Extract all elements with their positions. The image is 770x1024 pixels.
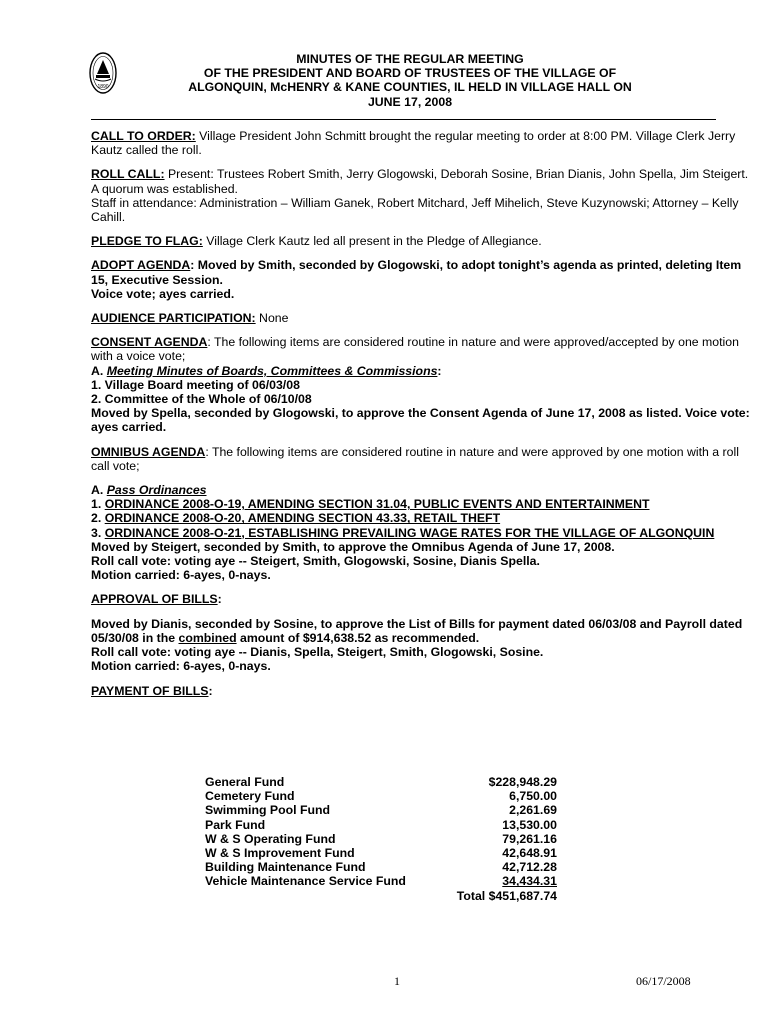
- omnibus-agenda-text: : The following items are considered routine in nature and were approved by one motion with a roll call vote;: [91, 444, 739, 473]
- bill-row: [205, 860, 557, 874]
- minutes-body: [91, 129, 751, 708]
- fund-name: W & S Improvement Fund: [205, 846, 355, 861]
- title-line: ALGONQUIN, McHENRY & KANE COUNTIES, IL HELD IN VILLAGE HALL ON: [188, 80, 632, 95]
- bill-row: [205, 789, 557, 803]
- bill-row: [205, 775, 557, 789]
- title-line: JUNE 17, 2008: [367, 94, 453, 109]
- pledge-label: PLEDGE TO FLAG:: [91, 234, 203, 249]
- fund-amount: 79,261.16: [502, 831, 557, 846]
- bill-row: [205, 874, 557, 888]
- consent-agenda-section: [91, 335, 751, 434]
- fund-name: Park Fund: [205, 817, 266, 832]
- bill-row: [205, 818, 557, 832]
- bills-table: [205, 775, 557, 903]
- omnibus-section-title: Pass Ordinances: [106, 483, 207, 498]
- approval-of-bills-label: APPROVAL OF BILLS: [91, 592, 218, 607]
- fund-amount: 6,750.00: [509, 789, 557, 804]
- title-line: OF THE PRESIDENT AND BOARD OF TRUSTEES OF THE VILLAGE OF: [203, 66, 617, 81]
- fund-name: Building Maintenance Fund: [205, 860, 366, 875]
- approval-motion-text: Moved by Dianis, seconded by Sosine, to approve the List of Bills for payment dated 06/03/08 and Payroll dated 05/30/08 in the: [91, 616, 743, 645]
- bill-row: [205, 846, 557, 860]
- approval-of-bills-colon: :: [217, 592, 222, 607]
- ordinance-number: 1.: [91, 497, 105, 512]
- omnibus-agenda-section: [91, 445, 751, 473]
- audience-label: AUDIENCE PARTICIPATION:: [91, 311, 256, 326]
- approval-of-bills-heading: [91, 592, 751, 606]
- bills-total: Total $451,687.74: [456, 888, 557, 903]
- approval-carried: Motion carried: 6-ayes, 0-nays.: [91, 659, 271, 674]
- approval-roll-call: Roll call vote: voting aye -- Dianis, Spella, Steigert, Smith, Glogowski, Sosine.: [91, 645, 544, 660]
- bill-row: [205, 832, 557, 846]
- call-to-order-label: CALL TO ORDER:: [91, 129, 196, 143]
- consent-agenda-text: : The following items are considered routine in nature and were approved/accepted by one motion with a voice vote;: [91, 335, 739, 364]
- consent-section-title: Meeting Minutes of Boards, Committees & Commissions: [106, 363, 438, 378]
- adopt-agenda-section: [91, 258, 751, 301]
- fund-name: General Fund: [205, 775, 285, 789]
- ordinance-number: 2.: [91, 511, 105, 526]
- omnibus-carried: Motion carried: 6-ayes, 0-nays.: [91, 568, 271, 583]
- ordinance-title: ORDINANCE 2008-O-20, AMENDING SECTION 43.33, RETAIL THEFT: [104, 511, 501, 526]
- call-to-order-section: [91, 129, 751, 157]
- omnibus-agenda-label: OMNIBUS AGENDA: [91, 444, 206, 459]
- page-number: 1: [394, 974, 400, 988]
- approval-motion-combined: combined: [178, 630, 237, 645]
- fund-amount: 42,648.91: [502, 846, 557, 861]
- document-title: [110, 52, 710, 109]
- title-line: MINUTES OF THE REGULAR MEETING: [296, 52, 524, 66]
- staff-attendance-text: Staff in attendance: Administration – William Ganek, Robert Mitchard, Jeff Mihelich, Steve Kuzynowski; Attorney – Kelly Cahill.: [91, 195, 739, 225]
- roll-call-label: ROLL CALL:: [91, 167, 165, 182]
- svg-text:1890: 1890: [97, 84, 109, 90]
- ordinance-number: 3.: [91, 525, 105, 540]
- consent-section-prefix: A.: [91, 363, 107, 378]
- header-divider: [91, 119, 716, 120]
- audience-text: None: [255, 311, 289, 326]
- pledge-section: [91, 234, 751, 248]
- bill-row: [205, 803, 557, 817]
- consent-section-suffix: :: [437, 363, 442, 378]
- payment-of-bills-label: PAYMENT OF BILLS: [91, 683, 209, 698]
- adopt-agenda-label: ADOPT AGENDA: [91, 258, 191, 273]
- omnibus-section-prefix: A.: [91, 483, 107, 498]
- call-to-order-text: Village President John Schmitt brought the regular meeting to order at 8:00 PM. Village Clerk Jerry Kautz called the roll.: [91, 129, 736, 158]
- payment-of-bills-colon: :: [208, 683, 213, 698]
- roll-call-section: [91, 167, 751, 224]
- fund-amount: 34,434.31: [502, 874, 557, 889]
- omnibus-roll-call: Roll call vote: voting aye -- Steigert, Smith, Glogowski, Sosine, Dianis Spella.: [91, 554, 540, 569]
- fund-amount: 13,530.00: [502, 817, 557, 832]
- fund-name: Cemetery Fund: [205, 789, 295, 804]
- approval-motion-amount: amount of $914,638.52 as recommended.: [236, 630, 480, 645]
- adopt-agenda-vote: Voice vote; ayes carried.: [91, 286, 235, 301]
- fund-name: Vehicle Maintenance Service Fund: [205, 874, 406, 889]
- omnibus-motion: Moved by Steigert, seconded by Smith, to approve the Omnibus Agenda of June 17, 2008.: [91, 539, 615, 554]
- ordinance-title: ORDINANCE 2008-O-21, ESTABLISHING PREVAILING WAGE RATES FOR THE VILLAGE OF ALGONQUIN: [104, 525, 715, 540]
- adopt-agenda-text: : Moved by Smith, seconded by Glogowski, to adopt tonight’s agenda as printed, deleting Item 15, Executive Session.: [91, 258, 742, 287]
- fund-name: Swimming Pool Fund: [205, 803, 331, 818]
- fund-amount: 2,261.69: [509, 803, 557, 818]
- omnibus-ordinances: [91, 483, 751, 582]
- fund-amount: $228,948.29: [488, 775, 557, 789]
- consent-agenda-label: CONSENT AGENDA: [91, 335, 208, 350]
- ordinance-title: ORDINANCE 2008-O-19, AMENDING SECTION 31.04, PUBLIC EVENTS AND ENTERTAINMENT: [104, 497, 650, 512]
- payment-of-bills-heading: [91, 684, 751, 698]
- consent-item: 1. Village Board meeting of 06/03/08: [91, 377, 300, 392]
- audience-section: [91, 311, 751, 325]
- consent-item: 2. Committee of the Whole of 06/10/08: [91, 392, 312, 407]
- pledge-text: Village Clerk Kautz led all present in the Pledge of Allegiance.: [202, 234, 542, 249]
- approval-of-bills-motion: [91, 617, 751, 674]
- roll-call-text: Present: Trustees Robert Smith, Jerry Glogowski, Deborah Sosine, Brian Dianis, John Spella, Jim Steigert. A quorum was established.: [91, 167, 749, 196]
- footer-date: 06/17/2008: [636, 974, 691, 988]
- consent-motion: Moved by Spella, seconded by Glogowski, to approve the Consent Agenda of June 17, 2008 as listed. Voice vote: ayes carried.: [91, 406, 750, 435]
- fund-name: W & S Operating Fund: [205, 831, 336, 846]
- fund-amount: 42,712.28: [502, 860, 557, 875]
